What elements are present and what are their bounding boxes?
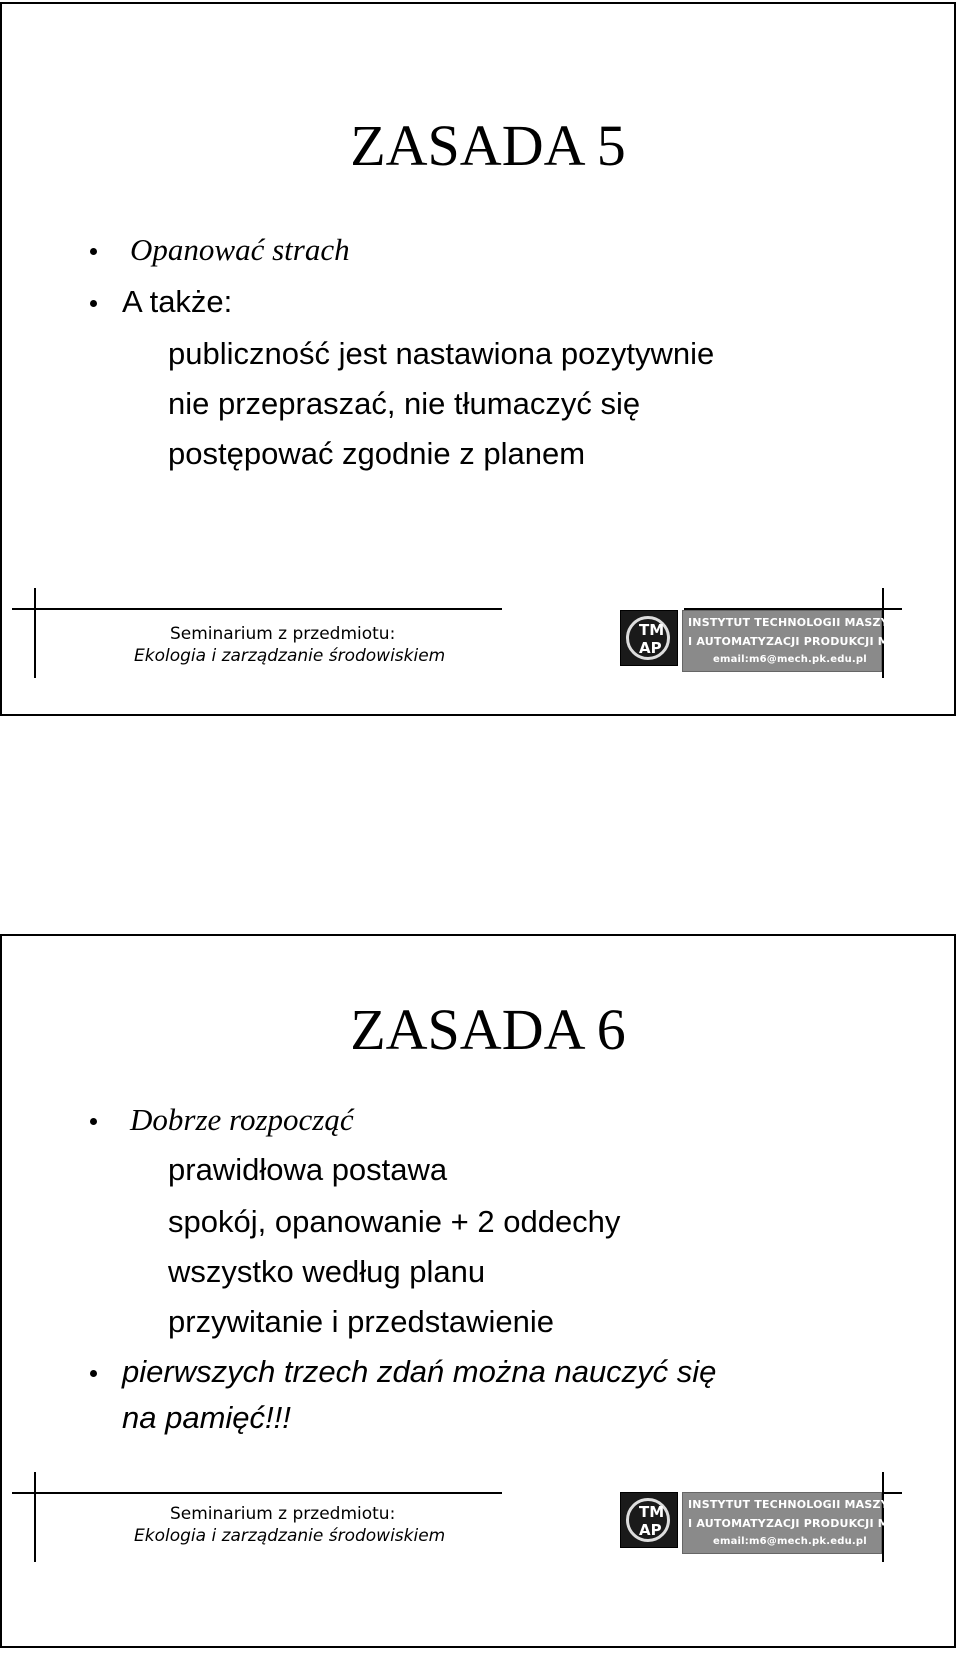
slide-title: ZASADA 6 (350, 997, 626, 1062)
sub-item: publiczność jest nastawiona pozytywnie (168, 336, 715, 371)
bullet-text: Opanować strach (130, 232, 350, 267)
footer-rule-vertical (34, 1472, 36, 1562)
slide-zasada-5 (0, 2, 956, 716)
bullet-dot (90, 1118, 97, 1125)
bullet-dot (90, 248, 97, 255)
tmap-logo-mark: TM AP (620, 1492, 678, 1548)
footer-course: Ekologia i zarządzanie środowiskiem (134, 646, 446, 666)
footer-rule-vertical (882, 588, 884, 678)
institute-banner: INSTYTUT TECHNOLOGII MASZYN I AUTOMATYZACJI PRODUKCJI M6 email:m6@mech.pk.edu.pl (682, 1492, 882, 1554)
bullet-text: Dobrze rozpocząć (130, 1102, 354, 1137)
bullet-dot (90, 1370, 97, 1377)
sub-item: przywitanie i przedstawienie (168, 1304, 554, 1339)
bullet-dot (90, 300, 97, 307)
slide-title: ZASADA 5 (350, 113, 626, 178)
institute-logo (620, 610, 899, 672)
footer-rule-vertical (34, 588, 36, 678)
sub-item: postępować zgodnie z planem (168, 436, 586, 471)
bullet-text-continued: na pamięć!!! (122, 1400, 291, 1435)
footer-course: Ekologia i zarządzanie środowiskiem (134, 1526, 446, 1546)
slide-zasada-6 (0, 934, 956, 1648)
sub-item: nie przepraszać, nie tłumaczyć się (168, 386, 641, 421)
bullet-text: pierwszych trzech zdań można nauczyć się (122, 1354, 717, 1389)
institute-banner: INSTYTUT TECHNOLOGII MASZYN I AUTOMATYZACJI PRODUKCJI M6 email:m6@mech.pk.edu.pl (682, 610, 882, 672)
sub-item: wszystko według planu (168, 1254, 486, 1289)
tmap-logo-mark: TM AP (620, 610, 678, 666)
footer-seminar: Seminarium z przedmiotu: (170, 624, 396, 644)
footer-seminar: Seminarium z przedmiotu: (170, 1504, 396, 1524)
institute-logo (620, 1492, 899, 1554)
footer-rule (12, 1492, 502, 1494)
sub-item: spokój, opanowanie + 2 oddechy (168, 1204, 621, 1239)
bullet-text: A także: (122, 284, 233, 319)
footer-rule (12, 608, 502, 610)
sub-item: prawidłowa postawa (168, 1152, 448, 1187)
